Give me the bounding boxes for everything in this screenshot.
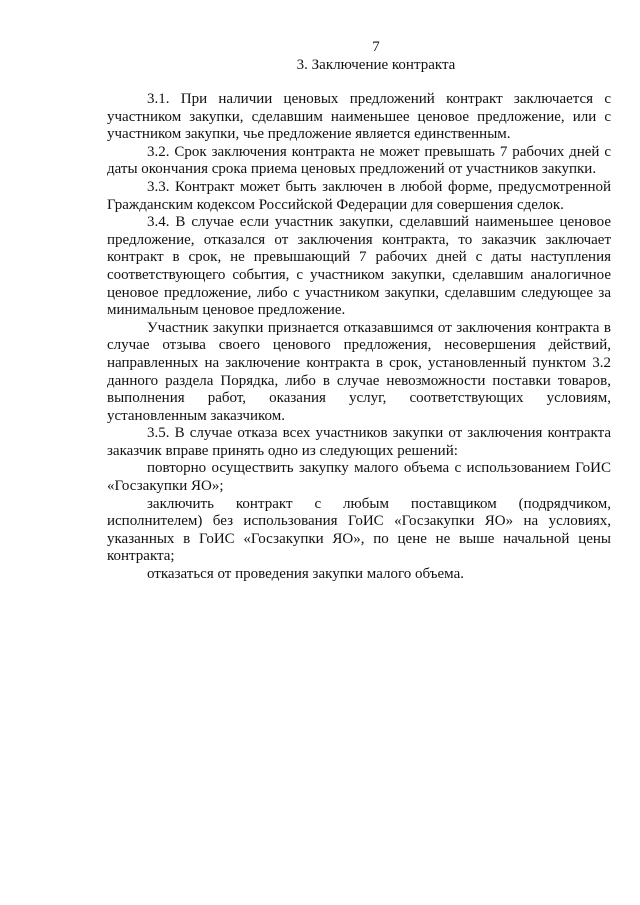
decision-option-repeat: повторно осуществить закупку малого объема с использованием ГоИС «Госзакупки ЯО»;: [107, 460, 611, 495]
document-body: [107, 91, 611, 584]
decision-option-contract: заключить контракт с любым поставщиком (подрядчиком, исполнителем) без использования ГоИС «Госзакупки ЯО» на условиях, указанных в ГоИС «Госзакупки ЯО», по цене не выше начальной цены контракта;: [107, 495, 611, 565]
paragraph-3-5: 3.5. В случае отказа всех участников закупки от заключения контракта заказчик вправе принять одно из следующих решений:: [107, 425, 611, 459]
paragraph-3-1: 3.1. При наличии ценовых предложений контракт заключается с участником закупки, сделавшим наименьшее ценовое предложение, или с участником закупки, чье предложение является единственным.: [107, 91, 611, 143]
section-title: 3. Заключение контракта: [296, 57, 456, 73]
paragraph-refusal-definition: Участник закупки признается отказавшимся от заключения контракта в случае отзыва своего ценового предложения, несовершения действий, направленных на заключение контракта в срок, установленный пунктом 3.2 данного раздела Порядка, либо в случае невозможности поставки товаров, выполнения работ, оказания услуг, соответствующих условиям, установленным заказчиком.: [107, 319, 611, 424]
paragraph-3-3: 3.3. Контракт может быть заключен в любой форме, предусмотренной Гражданским кодексом Российской Федерации для совершения сделок.: [107, 178, 611, 213]
page-number: 7: [372, 39, 380, 55]
paragraph-3-4: 3.4. В случае если участник закупки, сделавший наименьшее ценовое предложение, отказался от заключения контракта, то заказчик заключает контракт в срок, не превышающий 7 рабочих дней с даты наступления соответствующего события, с участником закупки, сделавшим аналогичное ценовое предложение, либо с участником закупки, сделавшим следующее за минимальным ценовое предложение.: [107, 214, 611, 319]
decision-option-cancel: отказаться от проведения закупки малого объема.: [147, 566, 464, 583]
paragraph-3-2: 3.2. Срок заключения контракта не может превышать 7 рабочих дней с даты окончания срока приема ценовых предложений от участников закупки.: [107, 143, 611, 178]
